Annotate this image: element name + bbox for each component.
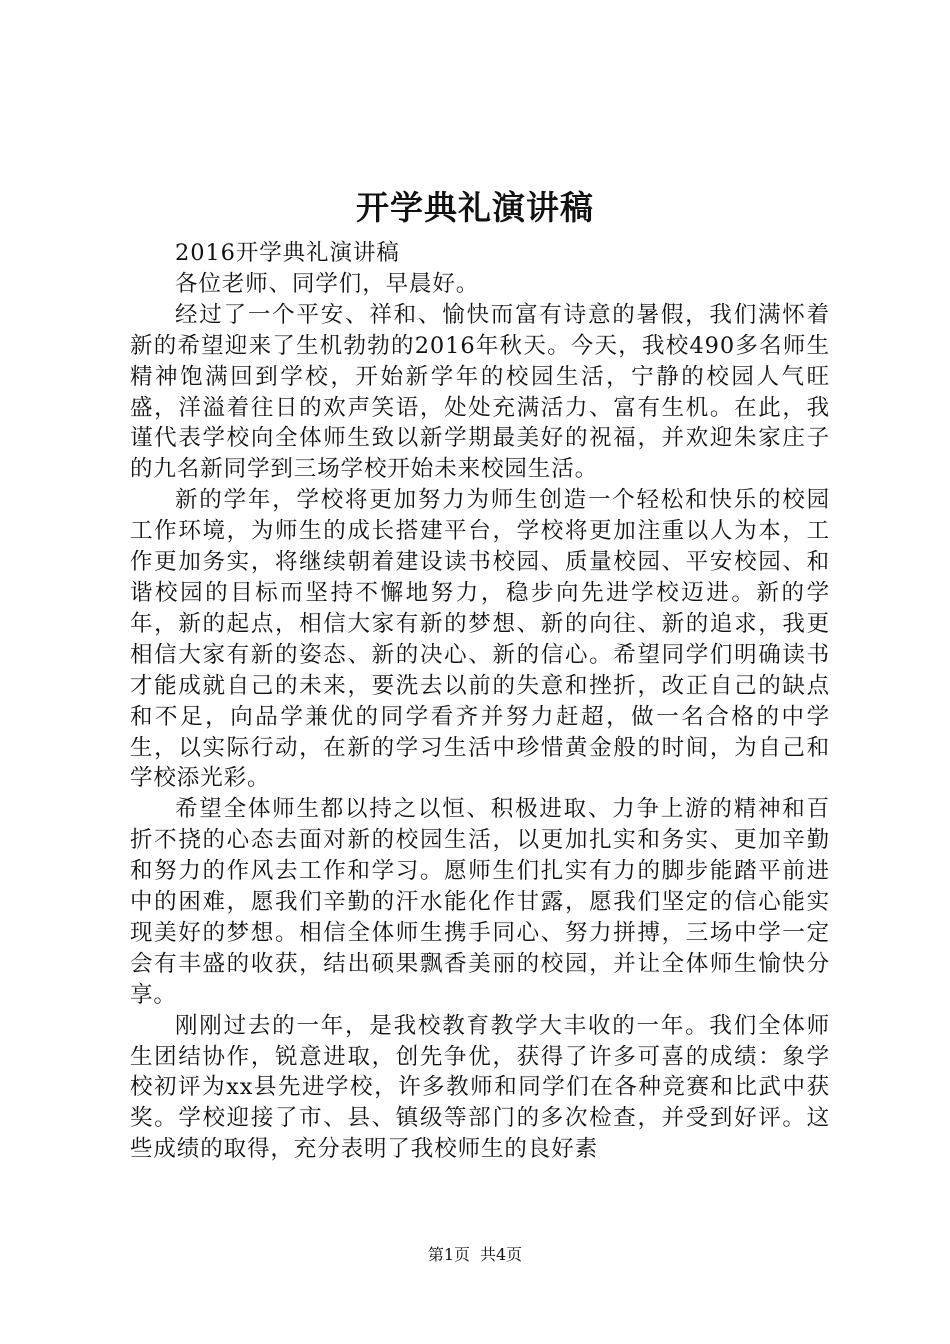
document-body [130,238,830,1165]
paragraph-subtitle: 2016开学典礼演讲稿 [175,240,400,266]
paragraph: 经过了一个平安、祥和、愉快而富有诗意的暑假，我们满怀着新的希望迎来了生机勃勃的2016年秋天。今天，我校490多名师生精神饱满回到学校，开始新学年的校园生活，宁静的校园人气旺盛，洋溢着往日的欢声笑语，处处充满活力、富有生机。在此，我谨代表学校向全体师生致以新学期最美好的祝福，并欢迎朱家庄子的九名新同学到三场学校开始未来校园生活。 [130,301,830,483]
paragraph: 新的学年，学校将更加努力为师生创造一个轻松和快乐的校园工作环境，为师生的成长搭建平台，学校将更加注重以人为本，工作更加务实，将继续朝着建设读书校园、质量校园、平安校园、和谐校园的目标而坚持不懈地努力，稳步向先进学校迈进。新的学年，新的起点，相信大家有新的梦想、新的向往、新的追求，我更相信大家有新的姿态、新的决心、新的信心。希望同学们明确读书才能成就自己的未来，要洗去以前的失意和挫折，改正自己的缺点和不足，向品学兼优的同学看齐并努力赶超，做一名合格的中学生，以实际行动，在新的学习生活中珍惜黄金般的时间，为自己和学校添光彩。 [130,487,830,792]
paragraph: 希望全体师生都以持之以恒、积极进取、力争上游的精神和百折不挠的心态去面对新的校园生活，以更加扎实和务实、更加辛勤和努力的作风去工作和学习。愿师生们扎实有力的脚步能踏平前进中的困难，愿我们辛勤的汗水能化作甘露，愿我们坚定的信心能实现美好的梦想。相信全体师生携手同心、努力拼搏，三场中学一定会有丰盛的收获，结出硕果飘香美丽的校园，并让全体师生愉快分享。 [130,796,830,1008]
page-total: 共4页 [480,1245,523,1264]
paragraph: 刚刚过去的一年，是我校教育教学大丰收的一年。我们全体师生团结协作，锐意进取，创先争优，获得了许多可喜的成绩：象学校初评为xx县先进学校，许多教师和同学们在各种竞赛和比武中获奖。学校迎接了市、县、镇级等部门的多次检查，并受到好评。这些成绩的取得，充分表明了我校师生的良好素 [130,1012,830,1163]
page-number: 第1页 [427,1245,470,1264]
page-footer [0,1245,950,1265]
paragraph-greeting: 各位老师、同学们，早晨好。 [175,270,480,297]
document-title: 开学典礼演讲稿 [356,188,594,227]
